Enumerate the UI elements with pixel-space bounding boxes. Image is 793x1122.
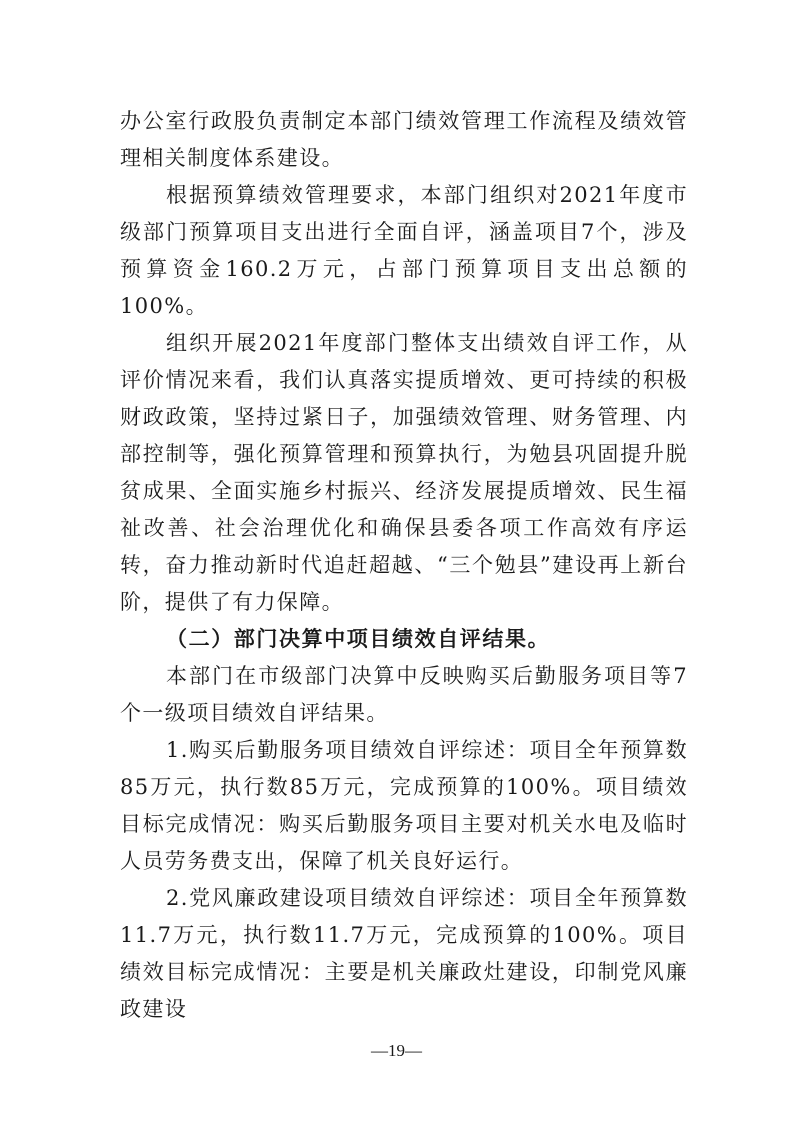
paragraph-project-self-evaluation: 根据预算绩效管理要求，本部门组织对2021年度市级部门预算项目支出进行全面自评，涵盖项目7个，涉及预算资金160.2万元，占部门预算项目支出总额的100%。 (120, 183, 688, 318)
paragraph-final-accounts-results: 本部门在市级部门决算中反映购买后勤服务项目等7个一级项目绩效自评结果。 (120, 664, 688, 725)
paragraph-overall-evaluation: 组织开展2021年度部门整体支出绩效自评工作，从评价情况来看，我们认真落实提质增效、更可持续的积极财政政策，坚持过紧日子，加强绩效管理、财务管理、内部控制等，强化预算管理和预算执行，为勉县巩固提升脱贫成果、全面实施乡村振兴、经济发展提质增效、民生福祉改善、社会治理优化和确保县委各项工作高效有序运转，奋力推动新时代追赶超越、“三个勉县”建设再上新台阶，提供了有力保障。 (120, 331, 688, 614)
document-body (120, 103, 688, 1028)
page-number: —19— (371, 1041, 422, 1060)
paragraph-integrity-project: 2.党风廉政建设项目绩效自评综述：项目全年预算数11.7万元，执行数11.7万元，完成预算的100%。项目绩效目标完成情况：主要是机关廉政灶建设，印制党风廉政建设 (120, 886, 688, 1021)
section-heading: （二）部门决算中项目绩效自评结果。 (166, 627, 551, 651)
paragraph-logistics-project: 1.购买后勤服务项目绩效自评综述：项目全年预算数85万元，执行数85万元，完成预算的100%。项目绩效目标完成情况：购买后勤服务项目主要对机关水电及临时人员劳务费支出，保障了机关良好运行。 (120, 738, 688, 873)
paragraph-office-responsibility: 办公室行政股负责制定本部门绩效管理工作流程及绩效管理相关制度体系建设。 (120, 109, 688, 170)
